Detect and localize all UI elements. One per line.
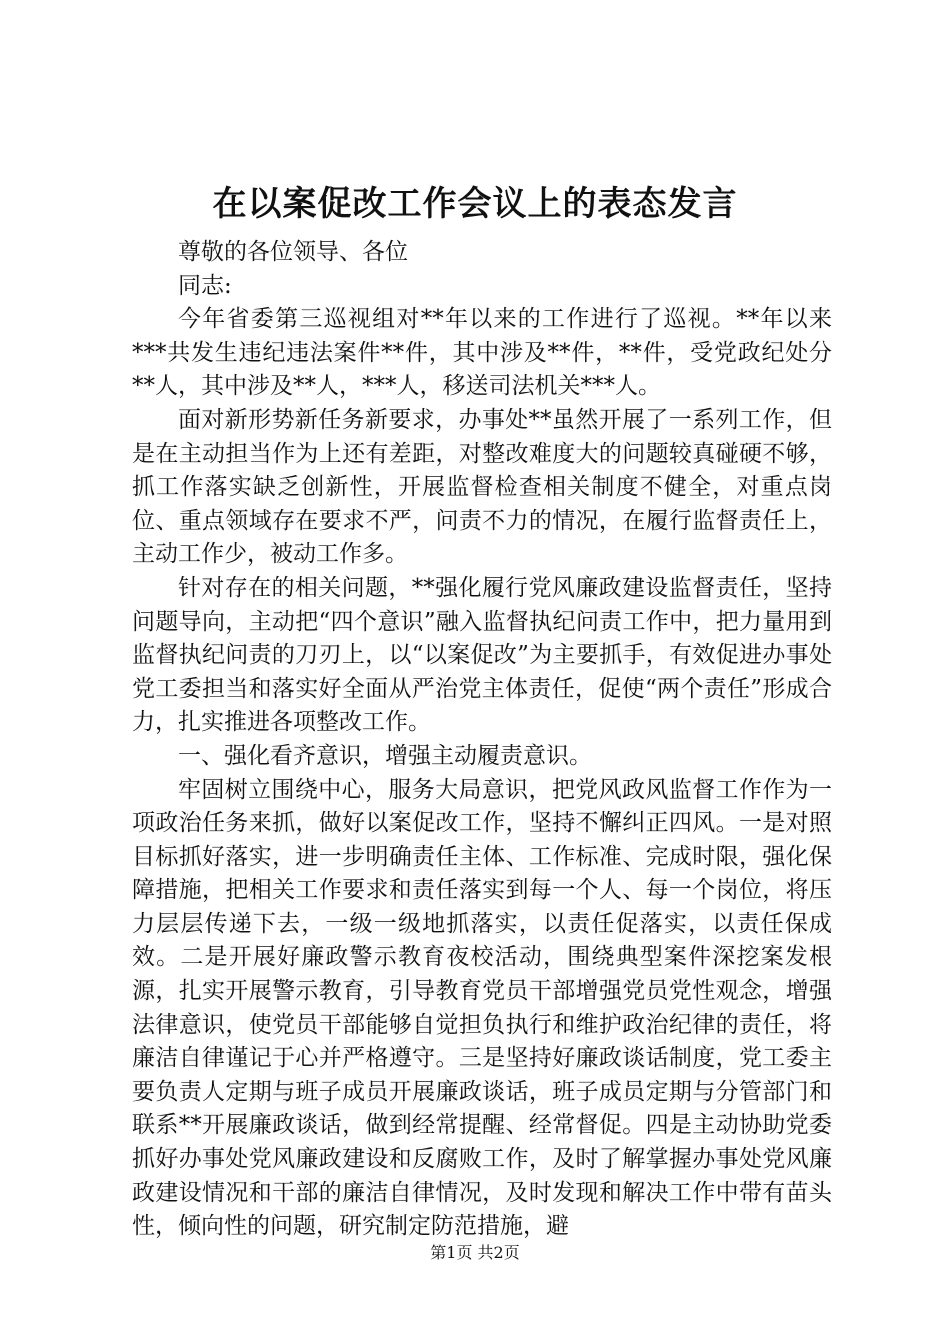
paragraph-shortcomings: 面对新形势新任务新要求，办事处**虽然开展了一系列工作，但是在主动担当作为上还有差距，对整改难度大的问题较真碰硬不够，抓工作落实缺乏创新性，开展监督检查相关制度不健全，对重点岗位、重点领域存在要求不严，问责不力的情况，在履行监督责任上，主动工作少，被动工作多。 [132, 406, 832, 568]
paragraph-inspection: 今年省委第三巡视组对**年以来的工作进行了巡视。**年以来***共发生违纪违法案件**件，其中涉及**件，**件，受党政纪处分**人，其中涉及**人，***人，移送司法机关***人。 [132, 306, 832, 400]
section-heading-1: 一、强化看齐意识，增强主动履责意识。 [178, 742, 592, 769]
page-number: 第1页 共2页 [430, 1243, 520, 1262]
salutation-line-2: 同志: [178, 272, 232, 299]
document-title: 在以案促改工作会议上的表态发言 [212, 184, 738, 224]
salutation-line-1: 尊敬的各位领导、各位 [178, 239, 408, 265]
paragraph-measures: 针对存在的相关问题，**强化履行党风廉政建设监督责任，坚持问题导向，主动把“四个意识”融入监督执纪问责工作中，把力量用到监督执纪问责的刀刃上，以“以案促改”为主要抓手，有效促进办事处党工委担当和落实好全面从严治党主体责任，促使“两个责任”形成合力，扎实推进各项整改工作。 [132, 574, 832, 736]
paragraph-section-1-detail: 牢固树立围绕中心，服务大局意识，把党风政风监督工作作为一项政治任务来抓，做好以案促改工作，坚持不懈纠正四风。一是对照目标抓好落实，进一步明确责任主体、工作标准、完成时限，强化保障措施，把相关工作要求和责任落实到每一个人、每一个岗位，将压力层层传递下去，一级一级地抓落实，以责任促落实，以责任保成效。二是开展好廉政警示教育夜校活动，围绕典型案件深挖案发根源，扎实开展警示教育，引导教育党员干部增强党员党性观念，增强法律意识，使党员干部能够自觉担负执行和维护政治纪律的责任，将廉洁自律谨记于心并严格遵守。三是坚持好廉政谈话制度，党工委主要负责人定期与班子成员开展廉政谈话，班子成员定期与分管部门和联系**开展廉政谈话，做到经常提醒、经常督促。四是主动协助党委抓好办事处党风廉政建设和反腐败工作，及时了解掌握办事处党风廉政建设情况和干部的廉洁自律情况，及时发现和解决工作中带有苗头性，倾向性的问题，研究制定防范措施，避 [132, 776, 832, 1240]
document-body [132, 236, 832, 1244]
